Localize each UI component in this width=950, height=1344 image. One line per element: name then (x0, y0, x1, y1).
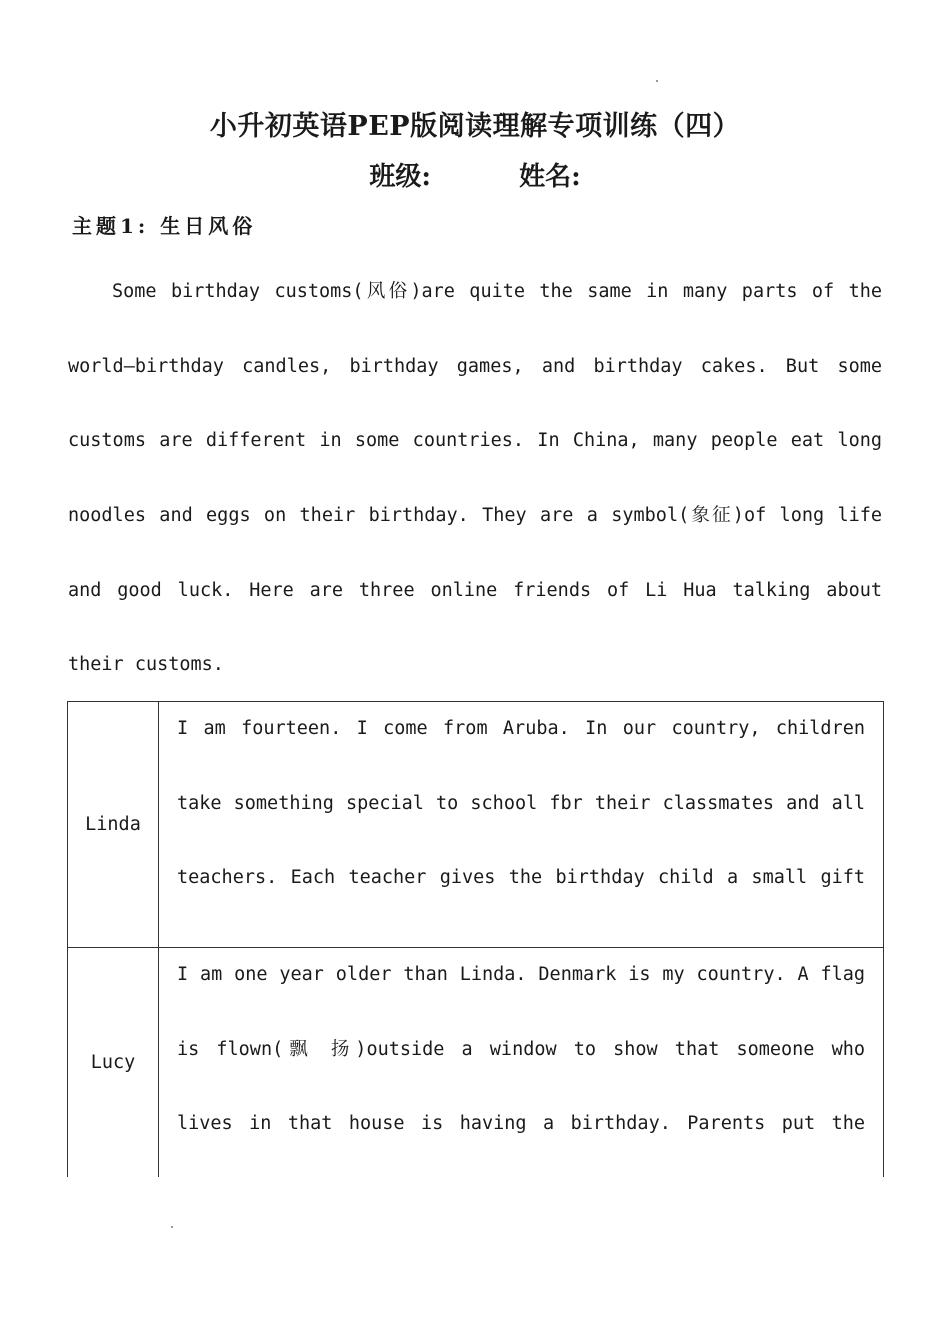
friend-name-cell: Linda (68, 702, 159, 948)
friend-description-cell (159, 702, 884, 948)
friend-name-cell: Lucy (68, 948, 159, 1178)
passage-line: and good luck. Here are three online friends of Li Hua talking about (68, 579, 882, 601)
student-info-line (0, 156, 950, 193)
description-line: I am fourteen. I come from Aruba. In our country, children (177, 718, 865, 739)
stray-mark (656, 80, 658, 82)
topic-heading: 主题1: 生日风俗 (72, 214, 257, 238)
description-line: I am one year older than Linda. Denmark is my country. A flag (177, 964, 865, 985)
stray-mark (171, 1226, 173, 1228)
description-line: take something special to school fbr their classmates and all (177, 792, 865, 814)
passage-line: Some birthday customs(风俗)are quite the same in many parts of the (112, 281, 882, 302)
name-label: 姓名: (519, 162, 581, 192)
description-line: is flown(飘 扬)outside a window to show that someone who (177, 1038, 865, 1060)
class-label: 班级: (369, 162, 431, 192)
reading-passage (68, 270, 882, 718)
passage-line: world—birthday candles, birthday games, and birthday cakes. But some (68, 355, 882, 377)
friends-customs-table (67, 701, 884, 1177)
friend-description-cell (159, 948, 884, 1178)
table-row (68, 702, 884, 948)
table-row (68, 948, 884, 1178)
page-title: 小升初英语PEP版阅读理解专项训练（四） (209, 111, 741, 142)
passage-line: noodles and eggs on their birthday. They are a symbol(象征)of long life (68, 505, 882, 527)
description-line: lives in that house is having a birthday. Parents put the (177, 1113, 865, 1135)
description-line: teachers. Each teacher gives the birthday child a small gift (177, 867, 865, 889)
passage-line: their customs. (68, 654, 224, 676)
passage-line: customs are different in some countries. In China, many people eat long (68, 430, 882, 452)
